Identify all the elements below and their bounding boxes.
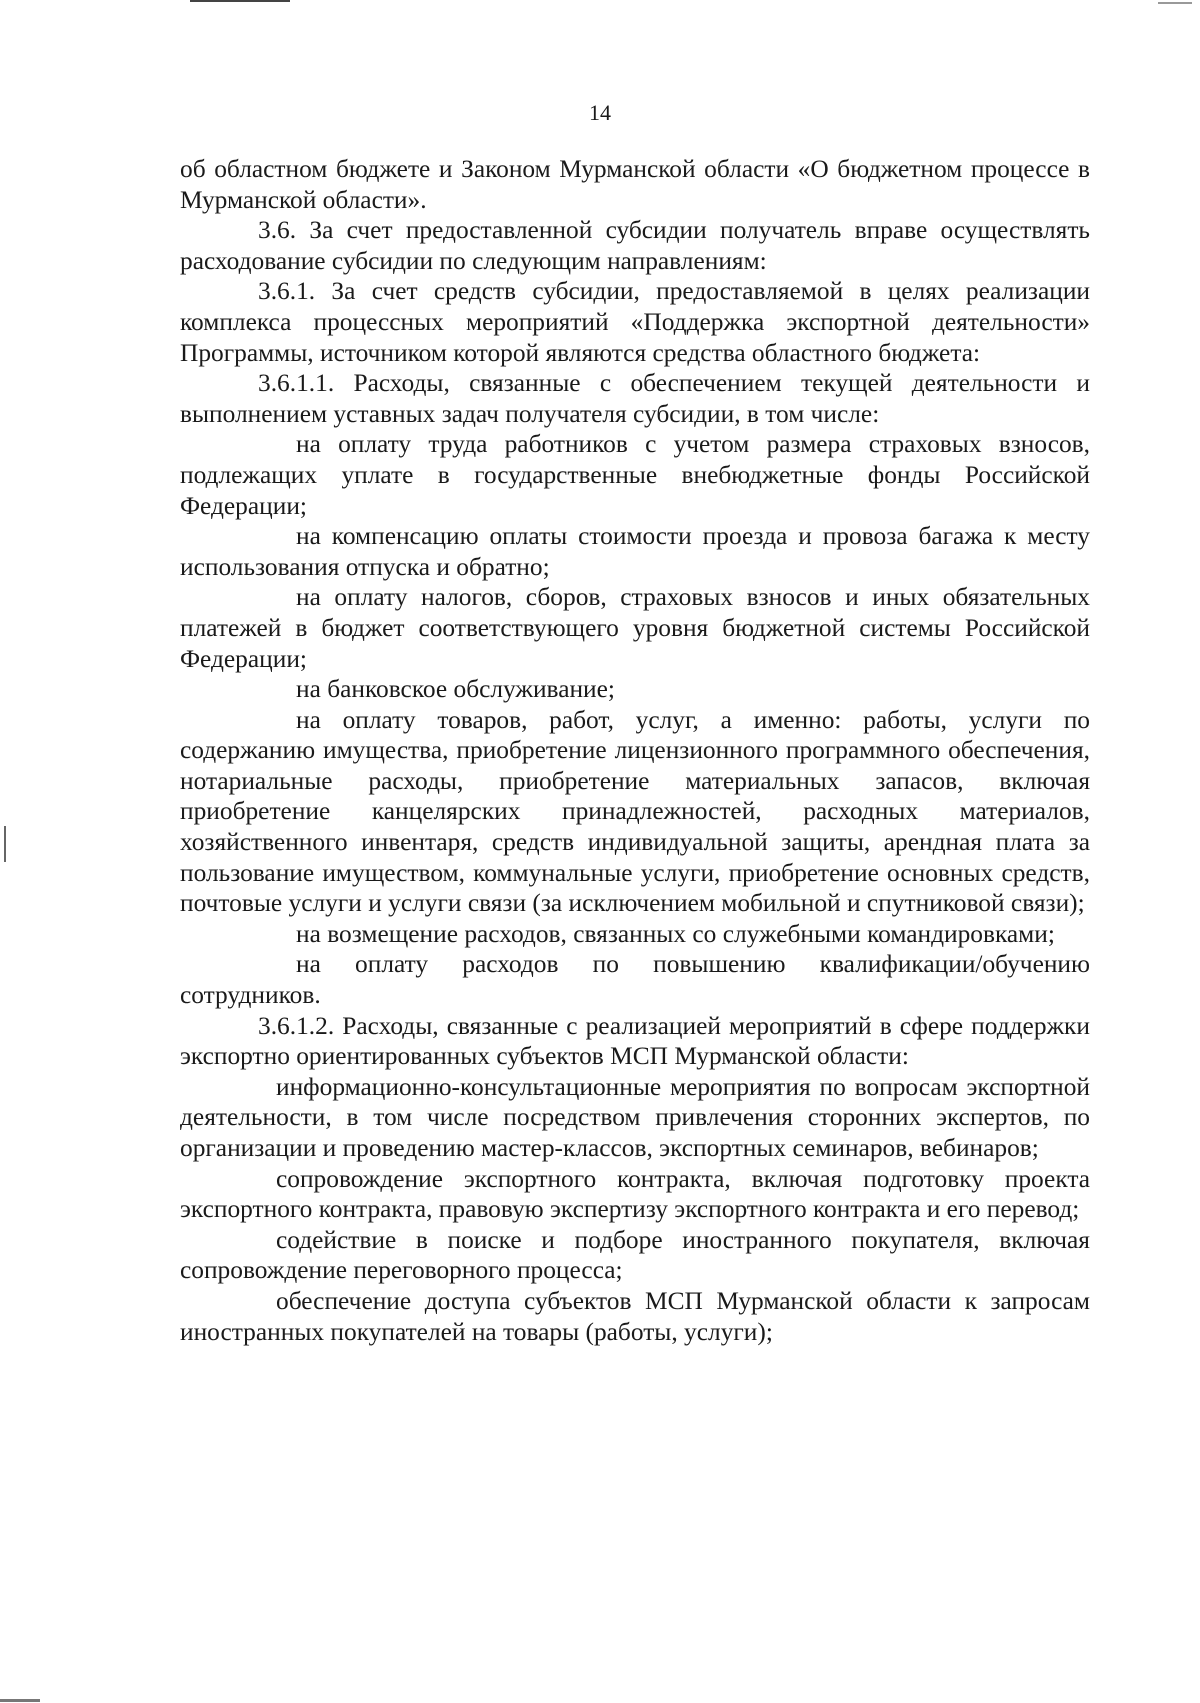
scan-artifact-top-left	[190, 0, 290, 2]
page-number: 14	[589, 100, 611, 125]
list-item-buyer-search: содействие в поиске и подборе иностранного покупателя, включая сопровождение переговорного процесса;	[180, 1225, 1090, 1285]
paragraph-3-6-1-1: 3.6.1.1. Расходы, связанные с обеспечением текущей деятельности и выполнением уставных задач получателя субсидии, в том числе:	[180, 369, 1090, 428]
scan-artifact-left-edge	[4, 826, 6, 862]
list-item-taxes: на оплату налогов, сборов, страховых взносов и иных обязательных платежей в бюджет соответствующего уровня бюджетной системы Российской Федерации;	[180, 583, 1090, 673]
list-item-labor-payment: на оплату труда работников с учетом размера страховых взносов, подлежащих уплате в государственные внебюджетные фонды Российской Федерации;	[180, 430, 1090, 520]
paragraph-continuation: об областном бюджете и Законом Мурманской области «О бюджетном процессе в Мурманской области».	[180, 155, 1090, 214]
paragraph-3-6-1: 3.6.1. За счет средств субсидии, предоставляемой в целях реализации комплекса процессных мероприятий «Поддержка экспортной деятельности» Программы, источником которой являются средства областного бюджета:	[180, 277, 1090, 367]
paragraph-3-6: 3.6. За счет предоставленной субсидии получатель вправе осуществлять расходование субсидии по следующим направлениям:	[180, 216, 1090, 275]
list-item-consulting-events: информационно-консультационные мероприятия по вопросам экспортной деятельности, в том числе посредством привлечения сторонних экспертов, по организации и проведению мастер-классов, экспортных семинаров, вебинаров;	[180, 1072, 1090, 1162]
list-item-goods-services: на оплату товаров, работ, услуг, а именно: работы, услуги по содержанию имущества, приобретение лицензионного программного обеспечения, нотариальные расходы, приобретение материальных запасов, включая приобретение канцелярских принадлежностей, расходных материалов, хозяйственного инвентаря, средств индивидуальной защиты, арендная плата за пользование имуществом, коммунальные услуги, приобретение основных средств, почтовые услуги и услуги связи (за исключением мобильной и спутниковой связи);	[180, 705, 1090, 918]
list-item-travel-compensation: на компенсацию оплаты стоимости проезда и провоза багажа к месту использования отпуска и обратно;	[180, 522, 1090, 581]
list-item-training: на оплату расходов по повышению квалификации/обучению сотрудников.	[180, 950, 1090, 1010]
document-body	[180, 154, 1090, 1347]
paragraph-3-6-1-2: 3.6.1.2. Расходы, связанные с реализацией мероприятий в сфере поддержки экспортно ориентированных субъектов МСП Мурманской области:	[180, 1011, 1090, 1071]
list-item-banking: на банковское обслуживание;	[296, 675, 615, 704]
scan-artifact-bottom-left	[0, 1699, 40, 1702]
scan-artifact-top-right	[1158, 2, 1192, 4]
list-item-buyer-requests-access: обеспечение доступа субъектов МСП Мурманской области к запросам иностранных покупателей на товары (работы, услуги);	[180, 1286, 1090, 1346]
list-item-business-trips: на возмещение расходов, связанных со служебными командировками;	[296, 919, 1055, 948]
list-item-contract-support: сопровождение экспортного контракта, включая подготовку проекта экспортного контракта, правовую экспертизу экспортного контракта и его перевод;	[180, 1164, 1090, 1224]
